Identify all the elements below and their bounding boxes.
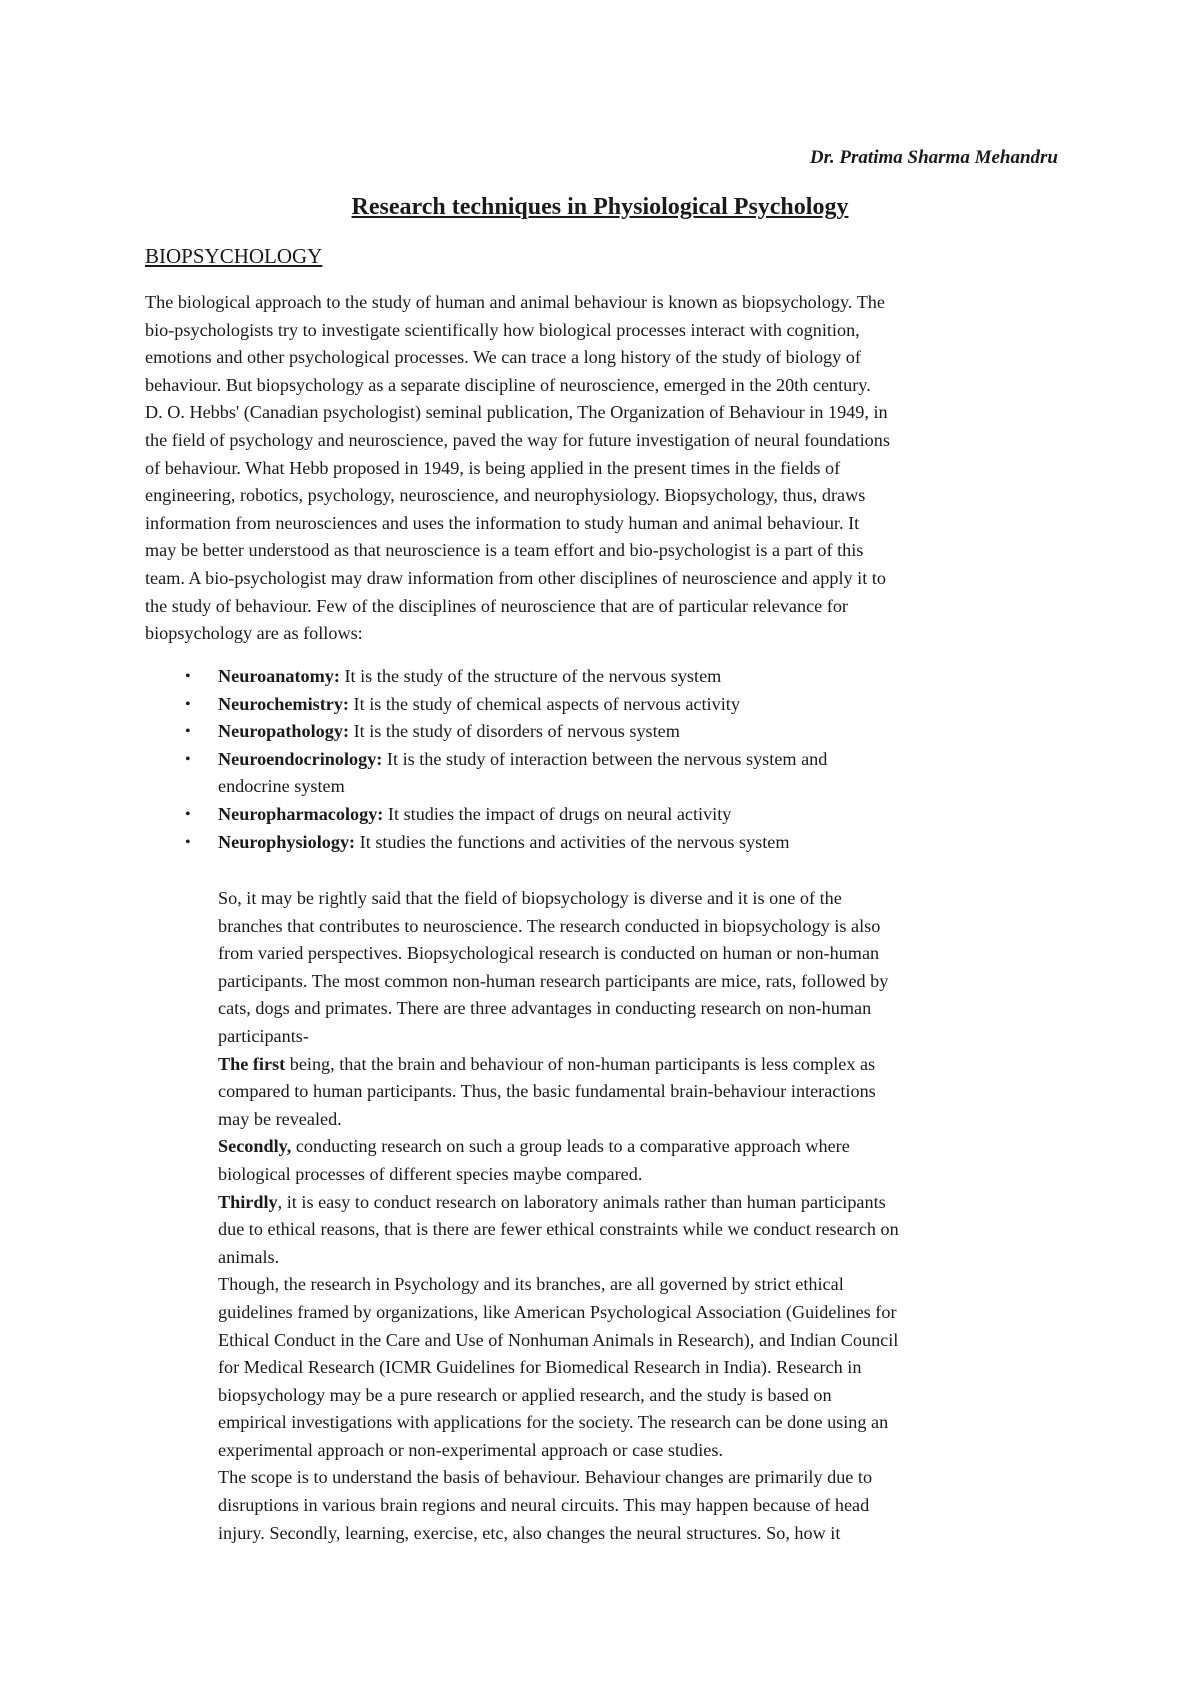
paragraph-line: the study of behaviour. Few of the disciplines of neuroscience that are of particular relevance for xyxy=(145,595,848,616)
list-item xyxy=(145,691,1065,719)
bullet-icon: • xyxy=(185,695,191,713)
list-item-term: Neuroendocrinology: xyxy=(218,748,383,769)
list-item xyxy=(145,746,1065,801)
line-text: being, that the brain and behaviour of non-human participants is less complex as xyxy=(285,1053,876,1074)
bold-lead: The first xyxy=(218,1053,286,1074)
paragraph-line xyxy=(218,1327,1078,1355)
line-text: biopsychology may be a pure research or applied research, and the study is based on xyxy=(218,1384,832,1405)
paragraph-line xyxy=(218,1520,1078,1548)
bold-lead: Secondly, xyxy=(218,1136,292,1157)
paragraph-line xyxy=(218,1216,1078,1244)
paragraph-line xyxy=(218,1299,1078,1327)
paragraph-line xyxy=(218,1409,1078,1437)
list-item xyxy=(145,718,1065,746)
list-item-term: Neuroanatomy: xyxy=(218,666,340,686)
paragraph-line xyxy=(218,1106,1078,1134)
paragraph-line xyxy=(218,1189,1078,1217)
line-text: participants. The most common non-human research participants are mice, rats, followed by xyxy=(218,970,889,991)
paragraph-line xyxy=(218,885,1078,913)
line-text: empirical investigations with applications for the society. The research can be done using an xyxy=(218,1412,889,1433)
paragraph-line xyxy=(218,1437,1078,1465)
paragraph-line: information from neurosciences and uses the information to study human and animal behaviour. It xyxy=(145,512,860,533)
paragraph-line: team. A bio-psychologist may draw information from other disciplines of neuroscience and apply it to xyxy=(145,567,886,588)
line-text: may be revealed. xyxy=(218,1108,342,1129)
line-text: animals. xyxy=(218,1246,280,1267)
paragraph-line xyxy=(218,1492,1078,1520)
paragraph-line: may be better understood as that neuroscience is a team effort and bio-psychologist is a part of this xyxy=(145,540,864,561)
list-item-term: Neurophysiology: xyxy=(218,831,356,852)
paragraph-line: the field of psychology and neuroscience, paved the way for future investigation of neural foundations xyxy=(145,429,890,450)
paragraph-line xyxy=(218,995,1078,1023)
list-item-term: Neuropharmacology: xyxy=(218,803,384,824)
paragraph-line xyxy=(218,968,1078,996)
paragraph-line: engineering, robotics, psychology, neuroscience, and neurophysiology. Biopsychology, thus, draws xyxy=(145,485,866,506)
document-title: Research techniques in Physiological Psychology xyxy=(351,194,849,220)
paragraph-line xyxy=(218,913,1078,941)
line-text: branches that contributes to neuroscience. The research conducted in biopsychology is also xyxy=(218,915,881,936)
line-text: biological processes of different species maybe compared. xyxy=(218,1163,643,1184)
bullet-icon: • xyxy=(185,750,191,768)
list-item xyxy=(145,801,1065,829)
paragraph-line xyxy=(218,1244,1078,1272)
paragraph-line xyxy=(218,1354,1078,1382)
list-item xyxy=(145,663,1065,691)
paragraph-line xyxy=(218,940,1078,968)
bullet-icon: • xyxy=(185,805,191,823)
list-item-text: It is the study of chemical aspects of nervous activity xyxy=(348,693,740,714)
bullet-icon: • xyxy=(185,833,191,851)
paragraph-line: D. O. Hebbs' (Canadian psychologist) seminal publication, The Organization of Behaviour in 1949, in xyxy=(145,402,888,423)
list-item-text: It is the study of disorders of nervous system xyxy=(349,721,680,742)
intro-paragraph xyxy=(145,289,1065,648)
paragraph-line xyxy=(218,1161,1078,1189)
paragraph-line xyxy=(218,1271,1078,1299)
line-text: disruptions in various brain regions and neural circuits. This may happen because of head xyxy=(218,1495,870,1516)
list-item-text: It studies the impact of drugs on neural activity xyxy=(383,803,732,824)
line-text: participants- xyxy=(218,1025,309,1046)
author-name: Dr. Pratima Sharma Mehandru xyxy=(809,147,1058,168)
paragraph-line: behaviour. But biopsychology as a separate discipline of neuroscience, emerged in the 20th century. xyxy=(145,374,871,395)
line-text: from varied perspectives. Biopsychological research is conducted on human or non-human xyxy=(218,943,880,964)
list-item xyxy=(145,829,1065,857)
list-item-term: Neurochemistry: xyxy=(218,693,349,714)
bullet-icon: • xyxy=(185,723,191,741)
paragraph-line: bio-psychologists try to investigate scientifically how biological processes interact with cognition, xyxy=(145,319,860,340)
paragraph-line xyxy=(218,1382,1078,1410)
paragraph-line xyxy=(218,1023,1078,1051)
research-paragraph xyxy=(218,885,1078,1547)
list-item-text: It studies the functions and activities of the nervous system xyxy=(355,831,790,852)
paragraph-line: of behaviour. What Hebb proposed in 1949, is being applied in the present times in the fields of xyxy=(145,457,841,478)
line-text: Ethical Conduct in the Care and Use of Nonhuman Animals in Research), and Indian Council xyxy=(218,1329,899,1350)
list-item-text: It is the study of interaction between the nervous system and xyxy=(382,748,828,769)
paragraph-line xyxy=(218,1051,1078,1079)
list-item-term: Neuropathology: xyxy=(218,721,350,742)
line-text: compared to human participants. Thus, the basic fundamental brain-behaviour interactions xyxy=(218,1081,876,1102)
line-text: guidelines framed by organizations, like American Psychological Association (Guidelines for xyxy=(218,1301,897,1322)
list-item-continuation: endocrine system xyxy=(218,776,345,797)
paragraph-line xyxy=(218,1078,1078,1106)
line-text: , it is easy to conduct research on laboratory animals rather than human participants xyxy=(277,1191,886,1212)
line-text: So, it may be rightly said that the field of biopsychology is diverse and it is one of the xyxy=(218,888,842,908)
paragraph-line xyxy=(218,1133,1078,1161)
line-text: conducting research on such a group leads to a comparative approach where xyxy=(291,1136,850,1157)
line-text: experimental approach or non-experimental approach or case studies. xyxy=(218,1439,723,1460)
paragraph-line xyxy=(218,1464,1078,1492)
bold-lead: Thirdly xyxy=(218,1191,278,1212)
line-text: injury. Secondly, learning, exercise, etc, also changes the neural structures. So, how it xyxy=(218,1522,841,1543)
list-item-text: It is the study of the structure of the nervous system xyxy=(339,666,722,686)
paragraph-line: biopsychology are as follows: xyxy=(145,623,363,644)
line-text: cats, dogs and primates. There are three advantages in conducting research on non-human xyxy=(218,998,872,1019)
paragraph-line: emotions and other psychological processes. We can trace a long history of the study of biology of xyxy=(145,347,861,368)
section-heading: BIOPSYCHOLOGY xyxy=(145,244,323,268)
line-text: due to ethical reasons, that is there are fewer ethical constraints while we conduct research on xyxy=(218,1219,899,1240)
bullet-icon: • xyxy=(185,668,191,685)
line-text: The scope is to understand the basis of behaviour. Behaviour changes are primarily due to xyxy=(218,1467,873,1488)
line-text: Though, the research in Psychology and its branches, are all governed by strict ethical xyxy=(218,1274,844,1295)
paragraph-line: The biological approach to the study of human and animal behaviour is known as biopsychology. The xyxy=(145,292,885,312)
line-text: for Medical Research (ICMR Guidelines for Biomedical Research in India). Research in xyxy=(218,1357,862,1378)
disciplines-list xyxy=(145,663,1065,856)
